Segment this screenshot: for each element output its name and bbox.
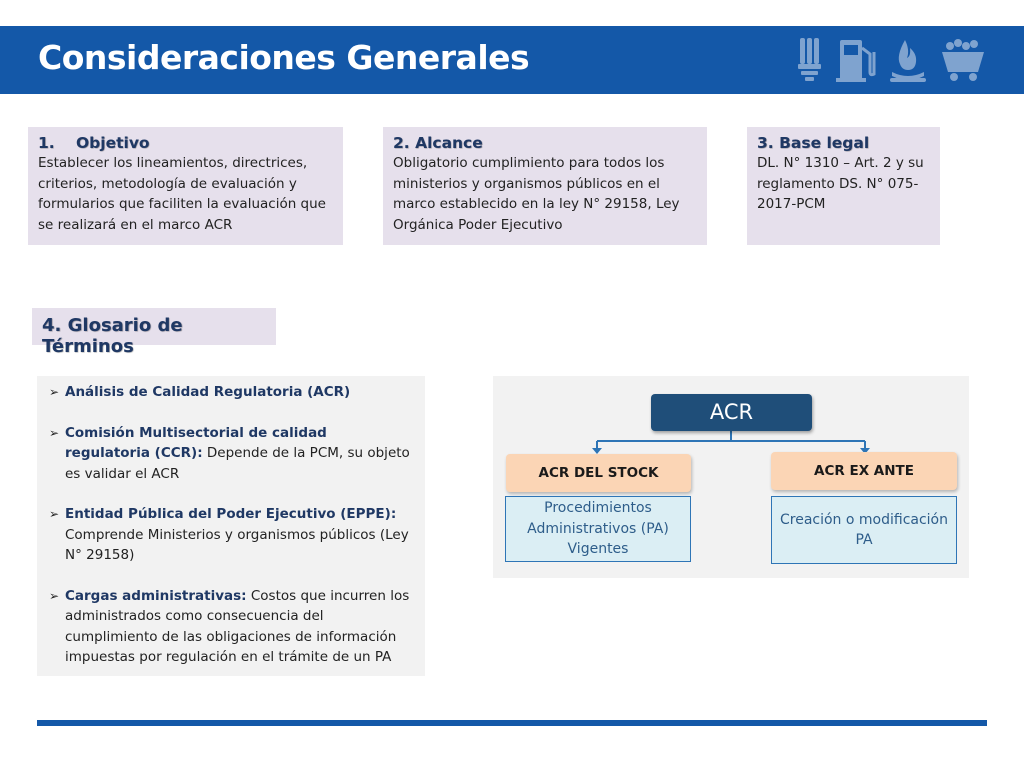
creacion-modificacion-node xyxy=(771,496,957,564)
creacion-modificacion-text: Creación o modificación PA xyxy=(779,511,948,548)
footer-divider xyxy=(37,720,987,726)
page-title: Consideraciones Generales xyxy=(38,38,530,77)
alcance-box xyxy=(383,127,707,245)
fuel-pump-icon xyxy=(836,40,874,82)
glosario-item xyxy=(49,586,413,668)
glosario-definition: Costos que incurren los administrados como consecuencia del cumplimiento de las obligaciones de información impuestas por regulación en el trámite de un PA xyxy=(65,587,410,665)
base-legal-body: DL. N° 1310 – Art. 2 y su reglamento DS. N° 075-2017-PCM xyxy=(757,155,924,212)
glosario-panel xyxy=(37,376,425,676)
arrow-bullet-icon: ➢ xyxy=(49,385,60,399)
mining-cart-icon xyxy=(942,39,984,81)
acr-del-stock-node: ACR DEL STOCK xyxy=(506,454,691,492)
alcance-body: Obligatorio cumplimiento para todos los ministerios y organismos públicos en el marco establecido en la ley N° 29158, Ley Orgánica Poder Ejecutivo xyxy=(393,155,680,233)
objetivo-number: 1. xyxy=(38,134,55,152)
alcance-title: 2. Alcance xyxy=(393,134,483,152)
arrow-bullet-icon: ➢ xyxy=(49,425,60,440)
glosario-title: 4. Glosario de Términos xyxy=(32,308,276,345)
glosario-term: Cargas administrativas: xyxy=(65,587,247,604)
objetivo-title-text: Objetivo xyxy=(76,134,150,152)
glosario-term: Comisión Multisectorial de calidad regulatoria (CCR): xyxy=(65,424,327,461)
arrow-bullet-icon: ➢ xyxy=(49,588,60,603)
procedimientos-vigentes-node xyxy=(505,496,691,562)
glosario-definition: Comprende Ministerios y organismos públicos (Ley N° 29158) xyxy=(65,526,409,563)
header-icons xyxy=(792,34,992,84)
gas-flame-icon xyxy=(890,40,926,82)
glosario-item xyxy=(49,504,413,566)
acr-root-node: ACR xyxy=(651,394,812,431)
base-legal-title: 3. Base legal xyxy=(757,134,870,152)
objetivo-box xyxy=(28,127,343,245)
glosario-term: Análisis de Calidad Regulatoria (ACR) xyxy=(65,384,351,400)
glosario-item xyxy=(49,423,413,485)
glosario-item xyxy=(49,382,413,403)
objetivo-body: Establecer los lineamientos, directrices, criterios, metodología de evaluación y formularios que faciliten la evaluación que se realizará en el marco ACR xyxy=(38,155,326,233)
lightbulb-icon xyxy=(798,38,821,81)
base-legal-box xyxy=(747,127,940,245)
arrow-bullet-icon: ➢ xyxy=(49,507,60,521)
glosario-definition: Depende de la PCM, su objeto es validar el ACR xyxy=(65,445,410,482)
objetivo-title xyxy=(38,133,333,153)
procedimientos-vigentes-text: Procedimientos Administrativos (PA) Vigentes xyxy=(527,500,669,558)
acr-ex-ante-node: ACR EX ANTE xyxy=(771,452,957,490)
glosario-term: Entidad Pública del Poder Ejecutivo (EPPE): xyxy=(65,506,397,522)
